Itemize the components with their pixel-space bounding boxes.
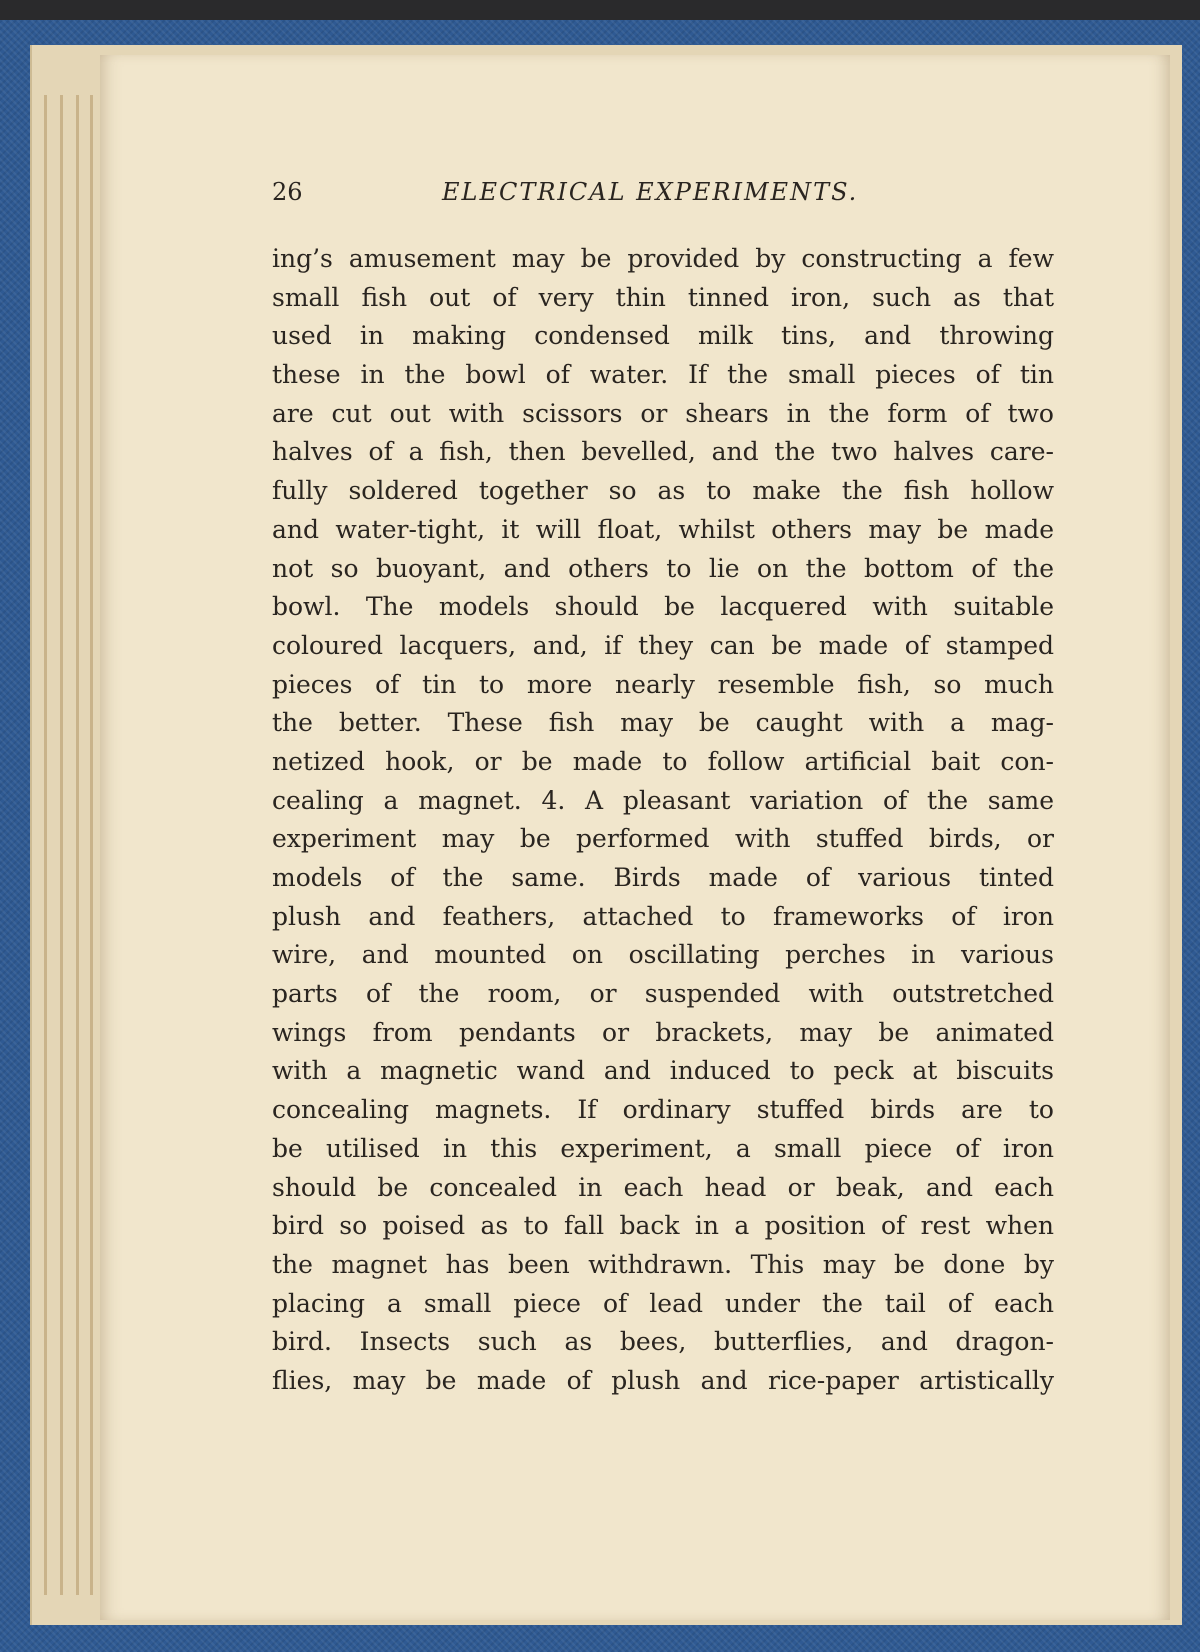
text-line: parts of the room, or suspended with outstretched [272, 979, 1054, 1009]
text-line: pieces of tin to more nearly resemble fish, so much [272, 669, 1054, 699]
text-line: wings from pendants or brackets, may be animated [272, 1017, 1054, 1047]
page-body-text [272, 240, 1054, 1401]
text-line: plush and feathers, attached to frameworks of iron [272, 901, 1054, 931]
text-line: small fish out of very thin tinned iron, such as that [272, 282, 1054, 312]
running-title: ELECTRICAL EXPERIMENTS. [442, 178, 859, 206]
text-line: be utilised in this experiment, a small piece of iron [272, 1133, 1054, 1163]
text-line: these in the bowl of water. If the small pieces of tin [272, 360, 1054, 390]
text-line: bowl. The models should be lacquered with suitable [272, 592, 1054, 622]
text-line: models of the same. Birds made of various tinted [272, 863, 1054, 892]
text-line: with a magnetic wand and induced to peck at biscuits [272, 1056, 1054, 1086]
text-line: wire, and mounted on oscillating perches in various [272, 940, 1054, 970]
text-line: concealing magnets. If ordinary stuffed birds are to [272, 1095, 1054, 1125]
text-line: ing’s amusement may be provided by constructing a few [272, 244, 1054, 273]
text-line: not so buoyant, and others to lie on the bottom of the [272, 553, 1054, 583]
text-line: flies, may be made of plush and rice-paper artistically [272, 1365, 1054, 1395]
leaf-edge [90, 95, 93, 1595]
text-line: netized hook, or be made to follow artificial bait con- [272, 746, 1054, 776]
text-line: experiment may be performed with stuffed birds, or [272, 824, 1054, 854]
text-line: coloured lacquers, and, if they can be made of stamped [272, 630, 1054, 660]
text-line: should be concealed in each head or beak, and each [272, 1172, 1054, 1202]
text-line: the magnet has been withdrawn. This may be done by [272, 1249, 1054, 1279]
text-line: are cut out with scissors or shears in the form of two [272, 398, 1054, 428]
text-line: bird so poised as to fall back in a position of rest when [272, 1211, 1054, 1241]
page-number: 26 [272, 178, 303, 206]
text-line: used in making condensed milk tins, and throwing [272, 321, 1054, 351]
leaf-edge [44, 95, 47, 1595]
leaf-edge [76, 95, 79, 1595]
text-line: cealing a magnet. 4. A pleasant variation of the same [272, 785, 1054, 815]
text-line: bird. Insects such as bees, butterflies, and dragon- [272, 1327, 1054, 1357]
leaf-edge [60, 95, 63, 1595]
text-line: fully soldered together so as to make the fish hollow [272, 476, 1054, 506]
text-line: the better. These fish may be caught with a mag- [272, 708, 1054, 738]
text-line: halves of a fish, then bevelled, and the two halves care- [272, 437, 1054, 467]
text-line: placing a small piece of lead under the tail of each [272, 1288, 1054, 1318]
text-line: and water-tight, it will float, whilst others may be made [272, 514, 1054, 544]
